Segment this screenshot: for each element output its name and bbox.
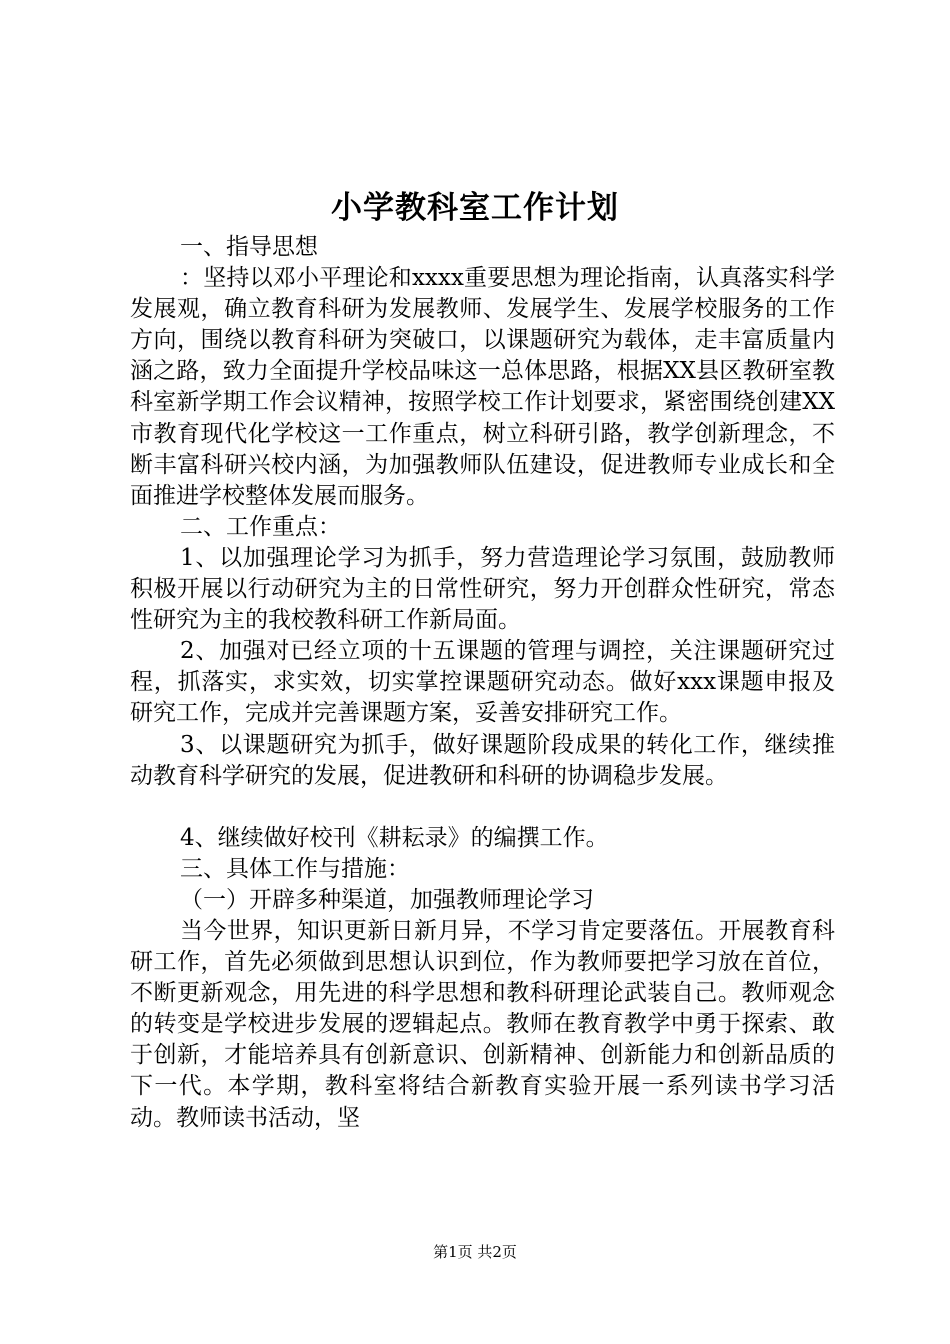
section-heading-work-focus: 二、工作重点： xyxy=(180,513,341,540)
page-footer: 第1页 共2页 xyxy=(433,1243,517,1261)
section-heading-measures: 三、具体工作与措施： xyxy=(180,855,410,882)
paragraph-guiding-thought: ：坚持以邓小平理论和xxxx重要思想为理论指南，认真落实科学发展观，确立教育科研为发展教师、发展学生、发展学校服务的工作方向，围绕以教育科研为突破口，以课题研究为载体，走丰富质量内涵之路，致力全面提升学校品味这一总体思路，根据XX县区教研室教科室新学期工作会议精神，按照学校工作计划要求，紧密围绕创建XX市教育现代化学校这一工作重点，树立科研引路，教学创新理念，不断丰富科研兴校内涵，为加强教师队伍建设，促进教师专业成长和全面推进学校整体发展而服务。 xyxy=(130,265,835,509)
paragraph-spacer xyxy=(130,792,835,823)
paragraph-focus-item-3: 3、以课题研究为抓手，做好课题阶段成果的转化工作，继续推动教育科学研究的发展，促进教研和科研的协调稳步发展。 xyxy=(130,731,835,789)
paragraph-focus-item-2: 2、加强对已经立项的十五课题的管理与调控，关注课题研究过程，抓落实，求实效，切实掌控课题研究动态。做好xxx课题申报及研究工作，完成并完善课题方案，妥善安排研究工作。 xyxy=(130,638,835,727)
subsection-heading-1: （一）开辟多种渠道，加强教师理论学习 xyxy=(180,886,594,913)
paragraph-focus-item-4: 4、继续做好校刊《耕耘录》的编撰工作。 xyxy=(180,824,609,851)
section-heading-guiding-thought: 一、指导思想 xyxy=(180,234,318,260)
document-title: 小学教科室工作计划 xyxy=(331,190,619,226)
document-body xyxy=(130,232,835,1134)
paragraph-measures-1: 当今世界，知识更新日新月异，不学习肯定要落伍。开展教育科研工作，首先必须做到思想认识到位，作为教师要把学习放在首位，不断更新观念，用先进的科学思想和教科研理论武装自己。教师观念的转变是学校进步发展的逻辑起点。教师在教育教学中勇于探索、敢于创新，才能培养具有创新意识、创新精神、创新能力和创新品质的下一代。本学期，教科室将结合新教育实验开展一系列读书学习活动。教师读书活动，坚 xyxy=(130,917,835,1131)
paragraph-focus-item-1: 1、以加强理论学习为抓手，努力营造理论学习氛围，鼓励教师积极开展以行动研究为主的日常性研究，努力开创群众性研究，常态性研究为主的我校教科研工作新局面。 xyxy=(130,544,835,634)
